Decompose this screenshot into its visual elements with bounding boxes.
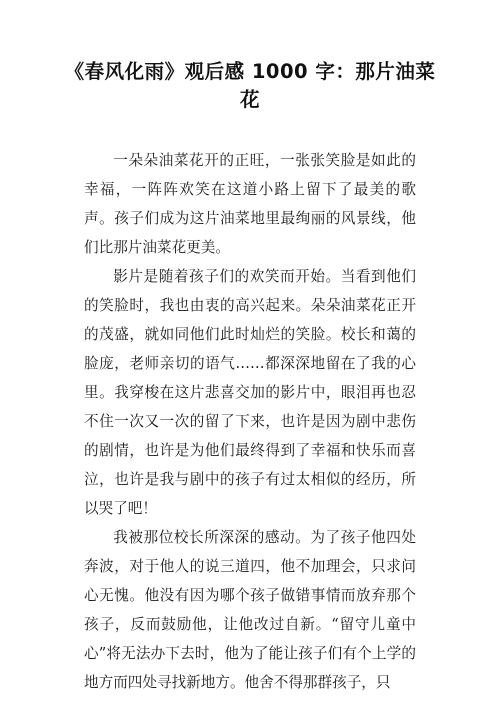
paragraph: 我被那位校长所深深的感动。为了孩子他四处奔波，对于他人的说三道四，他不加理会，只求问心无愧。他没有因为哪个孩子做错事情而放弃那个孩子，反而鼓励他，让他改过自新。“留守儿童中心”将无法办下去时，他为了能让孩子们有个上学的地方而四处寻找新地方。他舍不得那群孩子，只 (84, 529, 416, 691)
document-title: 《春风化雨》观后感 1000 字：那片油菜花 (64, 60, 436, 111)
paragraph: 影片是随着孩子们的欢笑而开始。当看到他们的笑脸时，我也由衷的高兴起来。朵朵油菜花正开的茂盛，就如同他们此时灿烂的笑脸。校长和蔼的脸庞，老师亲切的语气……都深深地留在了我的心里。我穿梭在这片悲喜交加的影片中，眼泪再也忍不住一次又一次的留了下来，也许是因为剧中悲伤的剧情，也许是为他们最终得到了幸福和快乐而喜泣，也许是我与剧中的孩子有过太相似的经历，所以哭了吧！ (84, 268, 416, 517)
document-body (84, 146, 416, 697)
paragraph: 一朵朵油菜花开的正旺，一张张笑脸是如此的幸福，一阵阵欢笑在这道小路上留下了最美的歌声。孩子们成为这片油菜地里最绚丽的风景线，他们比那片油菜花更美。 (84, 152, 416, 256)
